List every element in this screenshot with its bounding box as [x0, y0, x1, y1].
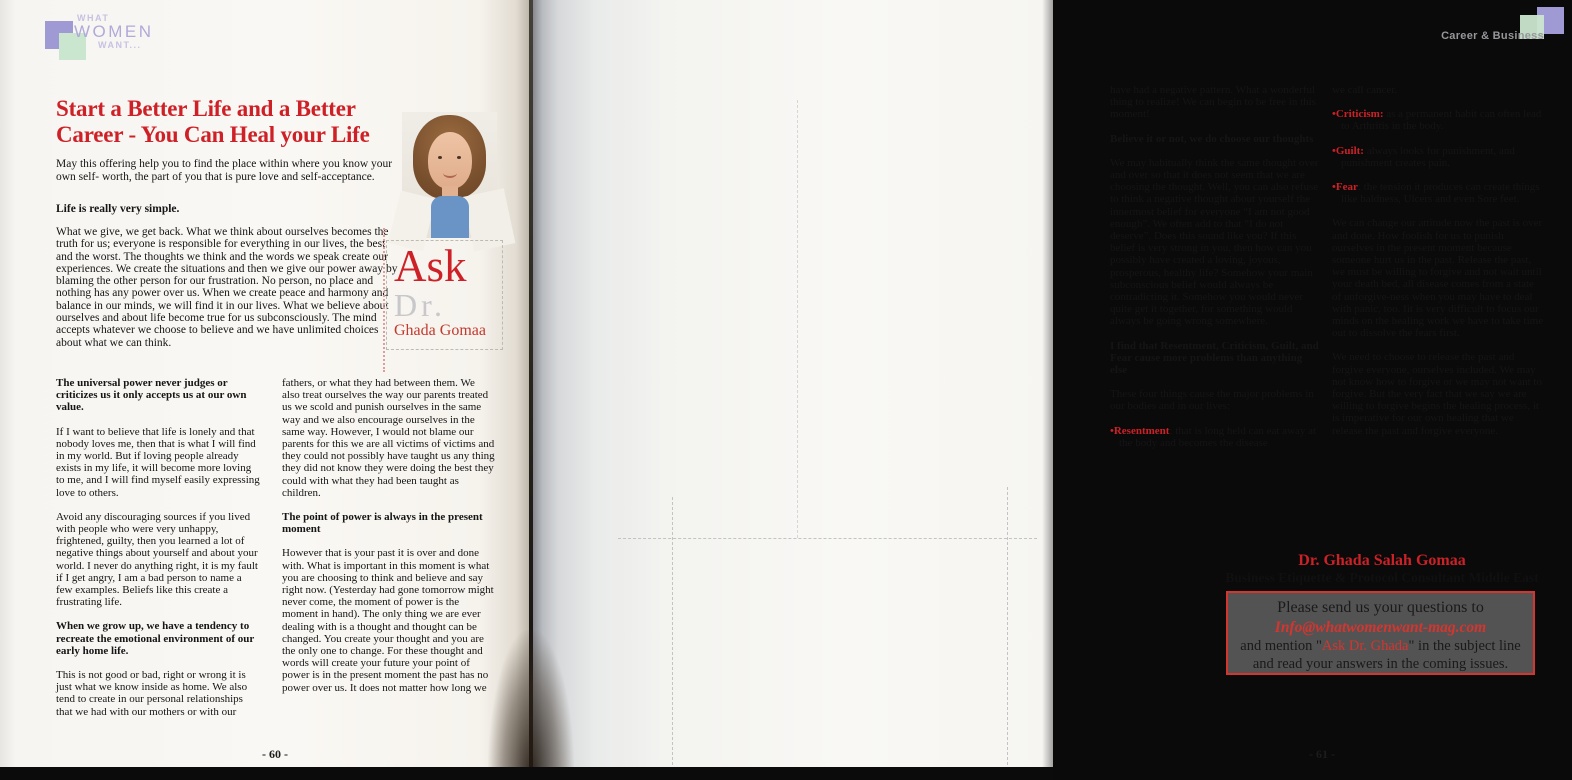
paragraph: we call cancer.	[1332, 84, 1398, 96]
callout-line-3-post: " in the subject line	[1408, 638, 1521, 654]
logo-text-want: WANT...	[98, 40, 142, 50]
callout-line-3-pre: and mention "	[1240, 638, 1322, 654]
right-page-column-2	[1332, 84, 1545, 449]
column-heading: Believe it or not, we do choose our thoughts	[1110, 132, 1314, 145]
left-page	[0, 0, 532, 768]
layout-guide-vertical	[1007, 487, 1008, 765]
bullet-criticism	[1332, 108, 1545, 132]
ask-dr-ghada-badge	[386, 240, 503, 350]
scan-background	[0, 767, 1053, 780]
paragraph: have had a negative pattern. What a wonderful thing to realize! We can begin to be free in this moment!	[1110, 84, 1317, 121]
bullet-icon: •	[1332, 144, 1336, 157]
column-heading: The universal power never judges or criticizes us it only accepts us at our own value.	[56, 377, 247, 414]
bullet-guilt	[1332, 145, 1545, 169]
layout-guide-red-dotted	[383, 228, 385, 372]
questions-callout-box	[1226, 591, 1535, 675]
bullet-text: always looks for punishment, and punishment creates pain.	[1341, 144, 1515, 169]
paragraph: We need to choose to release the past and forgive everyone, ourselves included. We may not know how to forgive or we may not want to forgive. But the very fact that we say we are willing to forgive begins the healing process, it is imperative for our own healing that we release the past and forgive everyone.	[1332, 351, 1542, 437]
magazine-logo	[44, 13, 184, 67]
page-number-61: - 61 -	[1309, 747, 1335, 761]
author-photo	[402, 112, 497, 238]
ask-badge-word-dr: Dr.	[394, 287, 446, 323]
paragraph: This is not good or bad, right or wrong it is just what we know inside as home. We also tend to create in our personal relationships that we had with our mothers or with our	[56, 669, 248, 718]
ask-badge-word-ask: Ask	[394, 241, 467, 291]
spine-shadow	[488, 630, 574, 770]
bullet-term: Resentment	[1113, 424, 1170, 437]
paragraph: However that is your past it is over and done with. What is important in this moment is what you are choosing to think and believe and say right now. (Yesterday had gone tomorrow might never come, the moment of power is the moment in hand). The only thing we are ever dealing with is a thought and thought can be changed. You create your thought and you are the only one to change. For these thought and words will create your future your point of power is in the present moment the past has no power over us. It does not matter how long we	[282, 547, 494, 694]
photo-eye	[438, 156, 442, 159]
logo-text-women: WOMEN	[74, 22, 154, 41]
bullet-resentment	[1110, 425, 1321, 449]
section-label: Career & Business	[1441, 30, 1544, 42]
consultant-name: Dr. Ghada Salah Gomaa	[1298, 552, 1466, 569]
ask-badge-name: Ghada Gomaa	[394, 322, 486, 339]
bullet-text: : the tension it produces can create things like baldness, Ulcers and even Sore feet.	[1341, 181, 1540, 206]
column-heading: When we grow up, we have a tendency to recreate the emotional environment of our early home life.	[56, 620, 255, 657]
bullet-icon: •	[1110, 424, 1114, 437]
paragraph: These four things cause the major problems in our bodies and in our lives:	[1110, 388, 1314, 413]
lead-paragraph: What we give, we get back. What we think about ourselves becomes the truth for us; everyone is responsible for everything in our lives, the best and the worst. The thoughts we think and the words we speak create our experiences. We create the situations and then we give our power away by blaming the other person for our frustration. No person, no place and nothing has any power over us. When we create peace and harmony and balance in our minds, we will find it in our lives. What we believe about ourselves and about life become true for us subconsciously. The mind accepts whatever we choose to believe and we have unlimited choices about what we can think.	[56, 226, 398, 349]
consultant-role: Business Etiquette & Protocol Consultant Middle East	[1225, 570, 1539, 585]
bullet-text: : that is long held can eat away at the body and becomes the disease	[1119, 424, 1317, 449]
page-number-60: - 60 -	[262, 747, 288, 761]
bullet-text: as a permanent habit can often lead to Arthritis in the body.	[1341, 108, 1542, 133]
paragraph: We can change our attitude now the past is over and done. How foolish for us to punish ourselves in the present moment because someone hurt us in the past. Release the past, we must be willing to forgive and not wait until your death bed, all disease comes from a state of unforgive-ness when you may have to deal with panic, too. Iit is very difficult to focus our minds on the healing work we have to take time out to dissolve the fears first.	[1332, 217, 1544, 340]
column-heading: I find that Resentment, Criticism, Guilt, and Fear cause more problems than anything else	[1110, 339, 1319, 377]
photo-face	[428, 132, 472, 189]
photo-eye	[457, 156, 461, 159]
contact-email: Info@whatwomenwant-mag.com	[1274, 619, 1487, 636]
bullet-icon: •	[1332, 181, 1336, 194]
bullet-term: Criticism:	[1335, 108, 1384, 121]
article-title: Start a Better Life and a Better Career - You Can Heal your Life	[56, 96, 370, 147]
left-page-column-1	[56, 377, 260, 730]
paragraph: Avoid any discouraging sources if you lived with people who were very unhappy, frightened, guilty, then you learned a lot of negative things about yourself and about your world. I never do anything right, it is my fault if I get angry, I am a bad person to name a few examples. Beliefs like this create a frustrating life.	[56, 510, 258, 609]
page-edge-shadow	[1042, 0, 1053, 768]
column-heading: The point of power is always in the present moment	[282, 511, 483, 536]
article-intro: May this offering help you to find the place within where you know your own self- worth, the part of you that is pure love and self-acceptance.	[56, 158, 393, 183]
callout-line-3	[1228, 637, 1533, 655]
bullet-fear	[1332, 181, 1545, 205]
subhead-life-simple: Life is really very simple.	[56, 203, 180, 215]
photo-shirt	[431, 196, 469, 238]
photo-smile	[443, 168, 457, 178]
bullet-icon: •	[1332, 108, 1336, 121]
left-page-column-2	[282, 377, 495, 706]
bullet-term: Fear	[1335, 181, 1358, 194]
logo-text-what: WHAT	[77, 13, 110, 23]
callout-ask-dr-ghada: Ask Dr. Ghada	[1321, 638, 1409, 654]
paragraph: fathers, or what they had between them. We also treat ourselves the way our parents treated us we scold and punish ourselves in the same way and we also encourage ourselves in the same way. However, I would not blame our parents for this we are all victims of victims and they could not possibly have taught us any thing they did not know they were doing the best they could with what they had been taught as children.	[282, 377, 495, 499]
callout-line-4: and read your answers in the coming issues.	[1252, 656, 1509, 672]
right-page-column-1	[1110, 84, 1321, 461]
paragraph: We may habitually think the same thought over and over so that it does not seem that we are choosing the thought. Well, you can also refuse to think a negative thought about yourself the innermost belief for everyone “I am not good enough”. We often add to that “I do not deserve”. Does this sound like you? If this belief is very strong in you, then how can you possibly have created a loving, joyous, prosperous, healthy life? Somehow your main subconscious belief would always be contradicting it. Somehow you would never quite get it together, for something would always be going wrong somewhere.	[1110, 156, 1319, 328]
right-page	[532, 0, 1544, 768]
layout-guide-vertical	[797, 100, 798, 538]
callout-line-1: Please send us your questions to	[1277, 599, 1484, 616]
paragraph: If I want to believe that life is lonely and that nobody loves me, then that is what I will find in my world. But if loving people already exists in my life, it will become more loving to me, and I will find myself easily expressing love to others.	[56, 425, 260, 499]
layout-guide-horizontal	[618, 538, 1037, 539]
bullet-term: Guilt:	[1335, 144, 1364, 157]
